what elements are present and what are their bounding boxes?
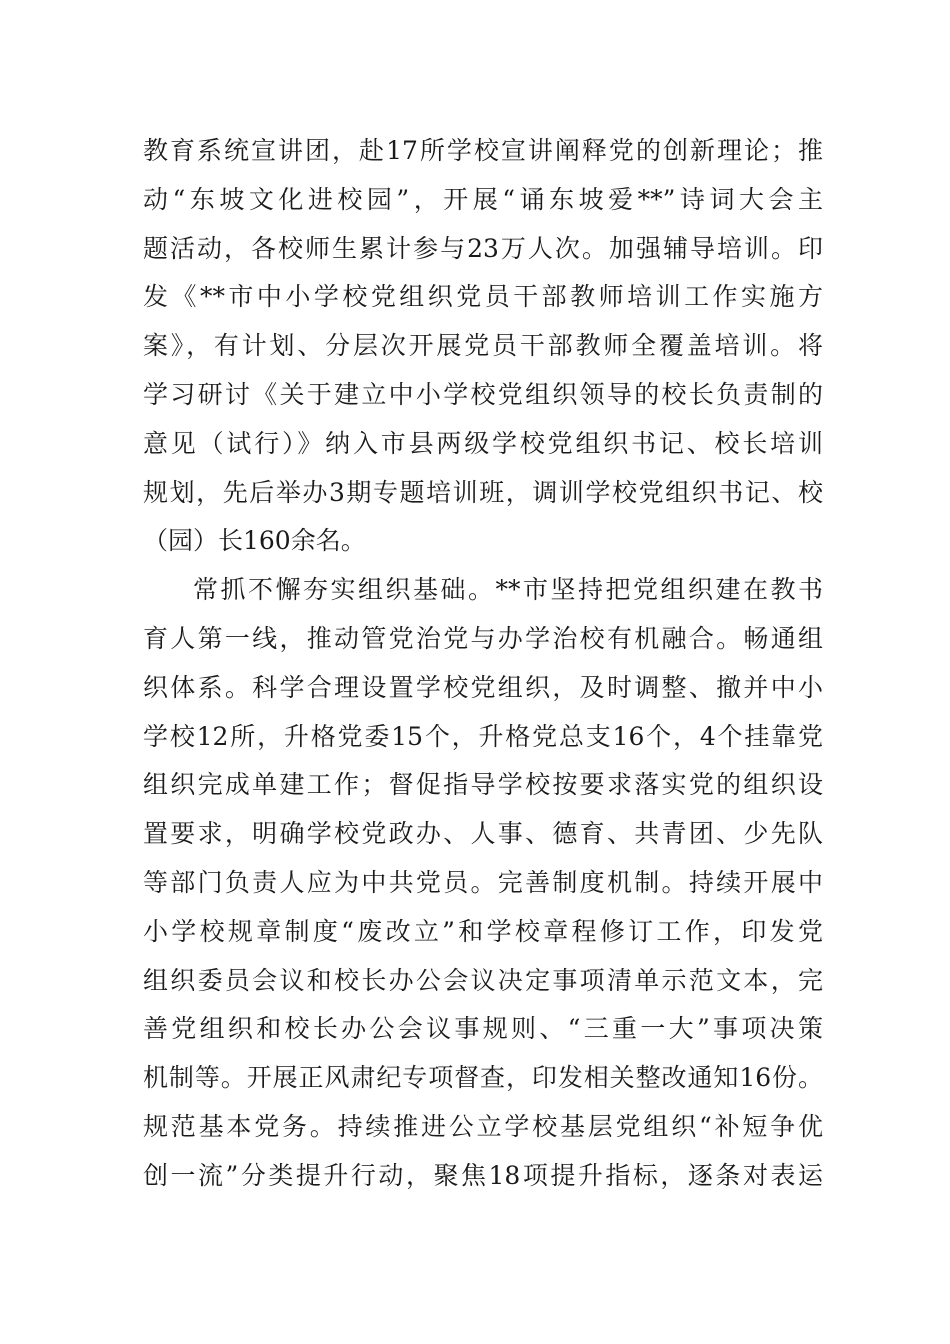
text-line: 机制等。开展正风肃纪专项督查，印发相关整改通知16份。 (143, 1063, 823, 1093)
text-line: 学习研讨《关于建立中小学校党组织领导的校长负责制的 (143, 379, 823, 409)
text-line: 学校12所，升格党委15个，升格党总支16个，4个挂靠党 (143, 721, 823, 751)
text-line: 育人第一线，推动管党治党与办学治校有机融合。畅通组 (143, 623, 823, 653)
text-line: 规范基本党务。持续推进公立学校基层党组织“补短争优 (143, 1111, 823, 1141)
text-line: 题活动，各校师生累计参与23万人次。加强辅导培训。印 (143, 233, 823, 263)
text-line: 创一流”分类提升行动，聚焦18项提升指标，逐条对表运 (143, 1160, 823, 1190)
text-line: 等部门负责人应为中共党员。完善制度机制。持续开展中 (143, 867, 823, 897)
text-line: 小学校规章制度“废改立”和学校章程修订工作，印发党 (143, 916, 823, 946)
text-line: 组织委员会议和校长办公会议决定事项清单示范文本，完 (143, 965, 823, 995)
text-line: 发《**市中小学校党组织党员干部教师培训工作实施方 (143, 282, 823, 312)
text-line: 案》，有计划、分层次开展党员干部教师全覆盖培训。将 (143, 331, 823, 361)
text-line: 规划，先后举办3期专题培训班，调训学校党组织书记、校 (143, 477, 823, 507)
text-line: 善党组织和校长办公会议事规则、“三重一大”事项决策 (143, 1014, 823, 1044)
text-line: 置要求，明确学校党政办、人事、德育、共青团、少先队 (143, 819, 823, 849)
text-line: 意见（试行）》纳入市县两级学校党组织书记、校长培训 (143, 428, 823, 458)
paragraph-start-line: 常抓不懈夯实组织基础。**市坚持把党组织建在教书 (193, 575, 823, 605)
text-line: 织体系。科学合理设置学校党组织，及时调整、撤并中小 (143, 672, 823, 702)
text-line: 动“东坡文化进校园”，开展“诵东坡爱**”诗词大会主 (143, 184, 823, 214)
text-line: （园）长160余名。 (143, 526, 366, 556)
text-line: 组织完成单建工作；督促指导学校按要求落实党的组织设 (143, 770, 823, 800)
text-line: 教育系统宣讲团，赴17所学校宣讲阐释党的创新理论；推 (143, 136, 823, 165)
body-text (143, 127, 823, 1201)
